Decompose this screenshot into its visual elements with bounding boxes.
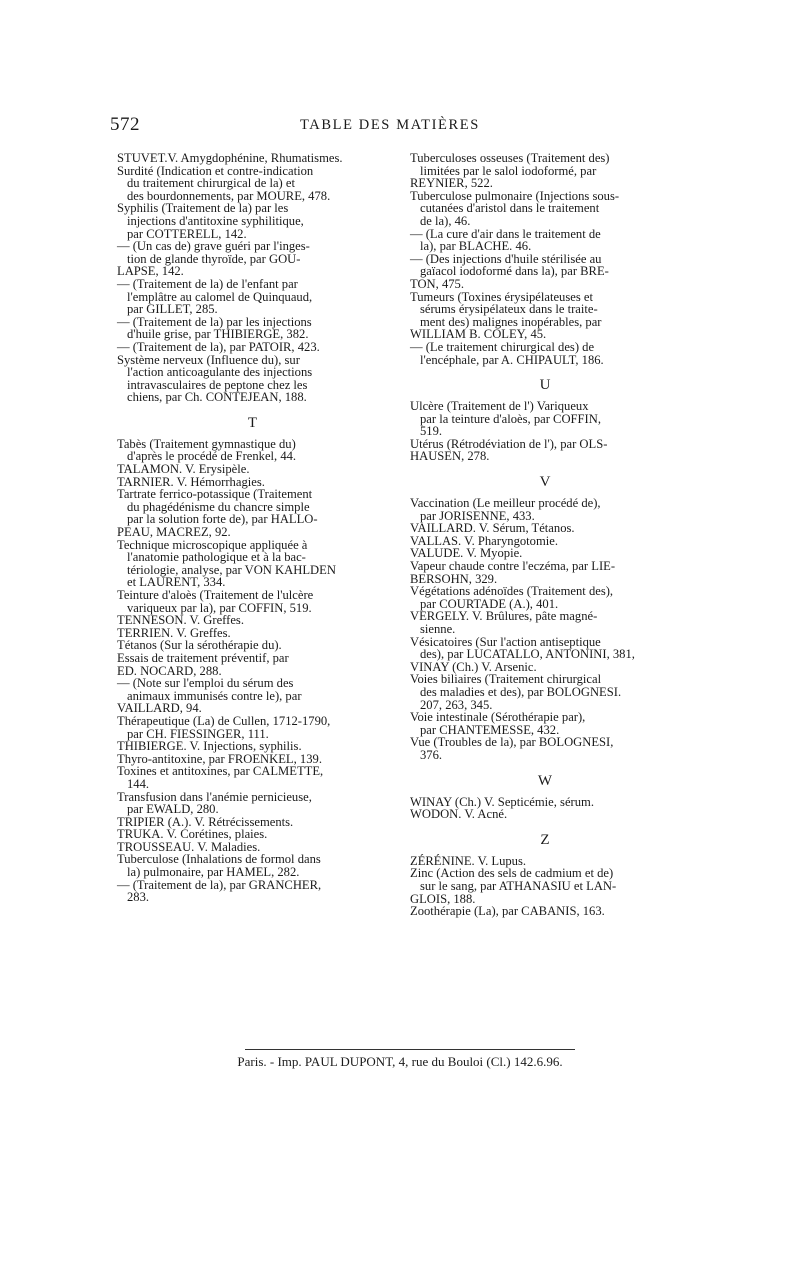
index-line: Thyro-antitoxine, par FROENKEL, 139. — [117, 751, 322, 766]
index-line: cutanées d'aristol dans le traitement — [420, 201, 600, 216]
index-line: — (Des injections d'huile stérilisée au — [410, 251, 602, 266]
index-line: sur le sang, par ATHANASIU et LAN- — [420, 878, 617, 893]
index-line: du phagédénisme du chancre simple — [127, 499, 310, 514]
section-letter: T — [247, 414, 258, 431]
index-line: de la), 46. — [420, 213, 471, 228]
index-line: 519. — [420, 424, 443, 439]
index-line: Voie intestinale (Sérothérapie par), — [410, 710, 586, 725]
index-line: VERGELY. V. Brûlures, pâte magné- — [410, 609, 598, 624]
index-line: Technique microscopique appliquée à — [117, 537, 308, 552]
index-line: VALLAS. V. Pharyngotomie. — [410, 533, 558, 548]
index-line: — (Traitement de la), par PATOIR, 423. — [117, 339, 320, 354]
section-letter: W — [537, 772, 553, 789]
index-line: Utérus (Rétrodéviation de l'), par OLS- — [410, 436, 608, 451]
index-line: — (Traitement de la) de l'enfant par — [117, 276, 298, 291]
index-line: Toxines et antitoxines, par CALMETTE, — [117, 764, 324, 779]
index-line: Zinc (Action des sels de cadmium et de) — [410, 866, 614, 881]
index-line: des), par LUCATALLO, ANTONINI, 381, — [420, 647, 635, 662]
index-line: par la teinture d'aloès, par COFFIN, — [420, 411, 601, 426]
index-line: par COTTERELL, 142. — [127, 226, 247, 241]
index-column-left — [117, 152, 388, 904]
index-line: Voies biliaires (Traitement chirurgical — [410, 672, 602, 687]
index-line: PEAU, MACREZ, 92. — [117, 525, 231, 540]
index-line: WILLIAM B. COLEY, 45. — [410, 327, 547, 342]
index-line: — (La cure d'air dans le traitement de — [410, 226, 601, 241]
index-line: injections d'antitoxine syphilitique, — [127, 213, 304, 228]
index-line: Surdité (Indication et contre-indication — [117, 163, 314, 178]
index-line: Syphilis (Traitement de la) par les — [117, 201, 289, 216]
index-line: 207, 263, 345. — [420, 697, 493, 712]
index-line: TARNIER. V. Hémorrhagies. — [117, 474, 265, 489]
index-line: VINAY (Ch.) V. Arsenic. — [410, 659, 537, 674]
index-line: du traitement chirurgical de la) et — [127, 176, 295, 191]
index-line: Tuberculose pulmonaire (Injections sous- — [410, 188, 620, 203]
index-line: TROUSSEAU. V. Maladies. — [117, 839, 261, 854]
page-number: 572 — [110, 114, 140, 135]
index-line: l'emplâtre au calomel de Quinquaud, — [127, 289, 313, 304]
index-line: et LAURENT, 334. — [127, 575, 226, 590]
index-line: Essais de traitement préventif, par — [117, 650, 289, 665]
index-line: Vapeur chaude contre l'eczéma, par LIE- — [410, 559, 616, 574]
footer-rule — [245, 1049, 575, 1050]
index-line: Végétations adénoïdes (Traitement des), — [410, 584, 614, 599]
index-line: GLOIS, 188. — [410, 891, 476, 906]
index-line: intravasculaires de peptone chez les — [127, 377, 308, 392]
index-line: Thérapeutique (La) de Cullen, 1712-1790, — [117, 713, 331, 728]
index-line: Ulcère (Traitement de l') Variqueux — [410, 399, 589, 414]
index-line: Vaccination (Le meilleur procédé de), — [410, 496, 601, 511]
index-line: STUVET.V. Amygdophénine, Rhumatismes. — [117, 151, 343, 165]
index-line: la) pulmonaire, par HAMEL, 282. — [127, 865, 300, 880]
index-column-right — [410, 152, 680, 918]
index-line: chiens, par Ch. CONTEJEAN, 188. — [127, 390, 307, 405]
index-line: — (Note sur l'emploi du sérum des — [117, 676, 294, 691]
index-line: BERSOHN, 329. — [410, 571, 498, 586]
index-line: d'huile grise, par THIBIERGE, 382. — [127, 327, 309, 342]
index-line: Système nerveux (Influence du), sur — [117, 352, 300, 367]
index-line: par EWALD, 280. — [127, 802, 219, 817]
index-line: des maladies et des), par BOLOGNESI. — [420, 684, 622, 699]
index-line: Transfusion dans l'anémie pernicieuse, — [117, 789, 312, 804]
index-line: Vue (Troubles de la), par BOLOGNESI, — [410, 735, 614, 750]
index-line: Zoothérapie (La), par CABANIS, 163. — [410, 904, 605, 919]
index-line: ment des) malignes inopérables, par — [420, 314, 602, 329]
index-line: VALUDE. V. Myopie. — [410, 546, 523, 561]
index-line: limitées par le salol iodoformé, par — [420, 163, 597, 178]
index-line: par GILLET, 285. — [127, 302, 218, 317]
index-line: 144. — [127, 776, 150, 791]
index-line: 376. — [420, 747, 443, 762]
index-line: sérums érysipélateux dans le traite- — [420, 302, 598, 317]
index-line: THIBIERGE. V. Injections, syphilis. — [117, 739, 302, 754]
index-line: TENNESON. V. Greffes. — [117, 613, 244, 628]
index-line: — (Le traitement chirurgical des) de — [410, 339, 595, 354]
index-line: 283. — [127, 890, 150, 905]
index-line: LAPSE, 142. — [117, 264, 184, 279]
index-line: par CHANTEMESSE, 432. — [420, 722, 560, 737]
index-line: la), par BLACHE. 46. — [420, 239, 532, 254]
index-line: l'anatomie pathologique et à la bac- — [127, 550, 306, 565]
index-line: — (Un cas de) grave guéri par l'inges- — [117, 239, 310, 254]
index-line: WODON. V. Acné. — [410, 807, 508, 822]
index-line: tion de glande thyroïde, par GOU- — [127, 251, 301, 266]
index-line: Tartrate ferrico-potassique (Traitement — [117, 487, 313, 502]
index-line: ZÉRÉNINE. V. Lupus. — [410, 853, 527, 868]
index-line: sienne. — [420, 622, 456, 636]
index-line: Tuberculoses osseuses (Traitement des) — [410, 151, 610, 165]
index-line: WINAY (Ch.) V. Septicémie, sérum. — [410, 794, 594, 809]
index-line: — (Traitement de la) par les injections — [117, 314, 312, 329]
section-letter: U — [539, 377, 551, 394]
index-line: par JORISENNE, 433. — [420, 508, 535, 523]
running-head: TABLE DES MATIÈRES — [300, 117, 480, 133]
index-line: Teinture d'aloès (Traitement de l'ulcère — [117, 588, 314, 602]
index-line: TALAMON. V. Erysipèle. — [117, 462, 250, 477]
footer-imprint: Paris. - Imp. PAUL DUPONT, 4, rue du Bouloi (Cl.) 142.6.96. — [237, 1054, 563, 1069]
index-line: Tuberculose (Inhalations de formol dans — [117, 852, 321, 867]
index-line: REYNIER, 522. — [410, 176, 493, 191]
index-line: variqueux par la), par COFFIN, 519. — [127, 600, 312, 615]
index-line: Tabès (Traitement gymnastique du) — [117, 436, 296, 451]
index-line: TERRIEN. V. Greffes. — [117, 625, 231, 640]
index-line: tériologie, analyse, par VON KAHLDEN — [127, 562, 336, 577]
index-line: VAILLARD. V. Sérum, Tétanos. — [410, 521, 575, 536]
index-line: d'après le procédé de Frenkel, 44. — [127, 449, 297, 464]
index-line: des bourdonnements, par MOURE, 478. — [127, 188, 331, 203]
index-line: l'action anticoagulante des injections — [127, 365, 313, 380]
section-letter: V — [539, 474, 551, 491]
index-line: — (Traitement de la), par GRANCHER, — [117, 877, 322, 892]
index-line: animaux immunisés contre le), par — [127, 688, 302, 703]
index-line: TRUKA. V. Corétines, plaies. — [117, 827, 268, 842]
index-line: Tétanos (Sur la sérothérapie du). — [117, 638, 282, 653]
index-line: TRIPIER (A.). V. Rétrécissements. — [117, 814, 294, 829]
index-line: par CH. FIESSINGER, 111. — [127, 726, 269, 741]
index-line: HAUSEN, 278. — [410, 449, 490, 464]
index-line: ED. NOCARD, 288. — [117, 663, 222, 678]
index-line: par COURTADE (A.), 401. — [420, 596, 559, 611]
section-letter: Z — [540, 831, 550, 848]
index-line: TON, 475. — [410, 276, 464, 291]
index-line: l'encéphale, par A. CHIPAULT, 186. — [420, 352, 604, 367]
index-line: gaïacol iodoformé dans la), par BRE- — [420, 264, 609, 279]
index-line: par la solution forte de), par HALLO- — [127, 512, 318, 527]
index-line: Tumeurs (Toxines érysipélateuses et — [410, 289, 593, 304]
index-line: Vésicatoires (Sur l'action antiseptique — [410, 634, 601, 649]
index-line: VAILLARD, 94. — [117, 701, 202, 716]
